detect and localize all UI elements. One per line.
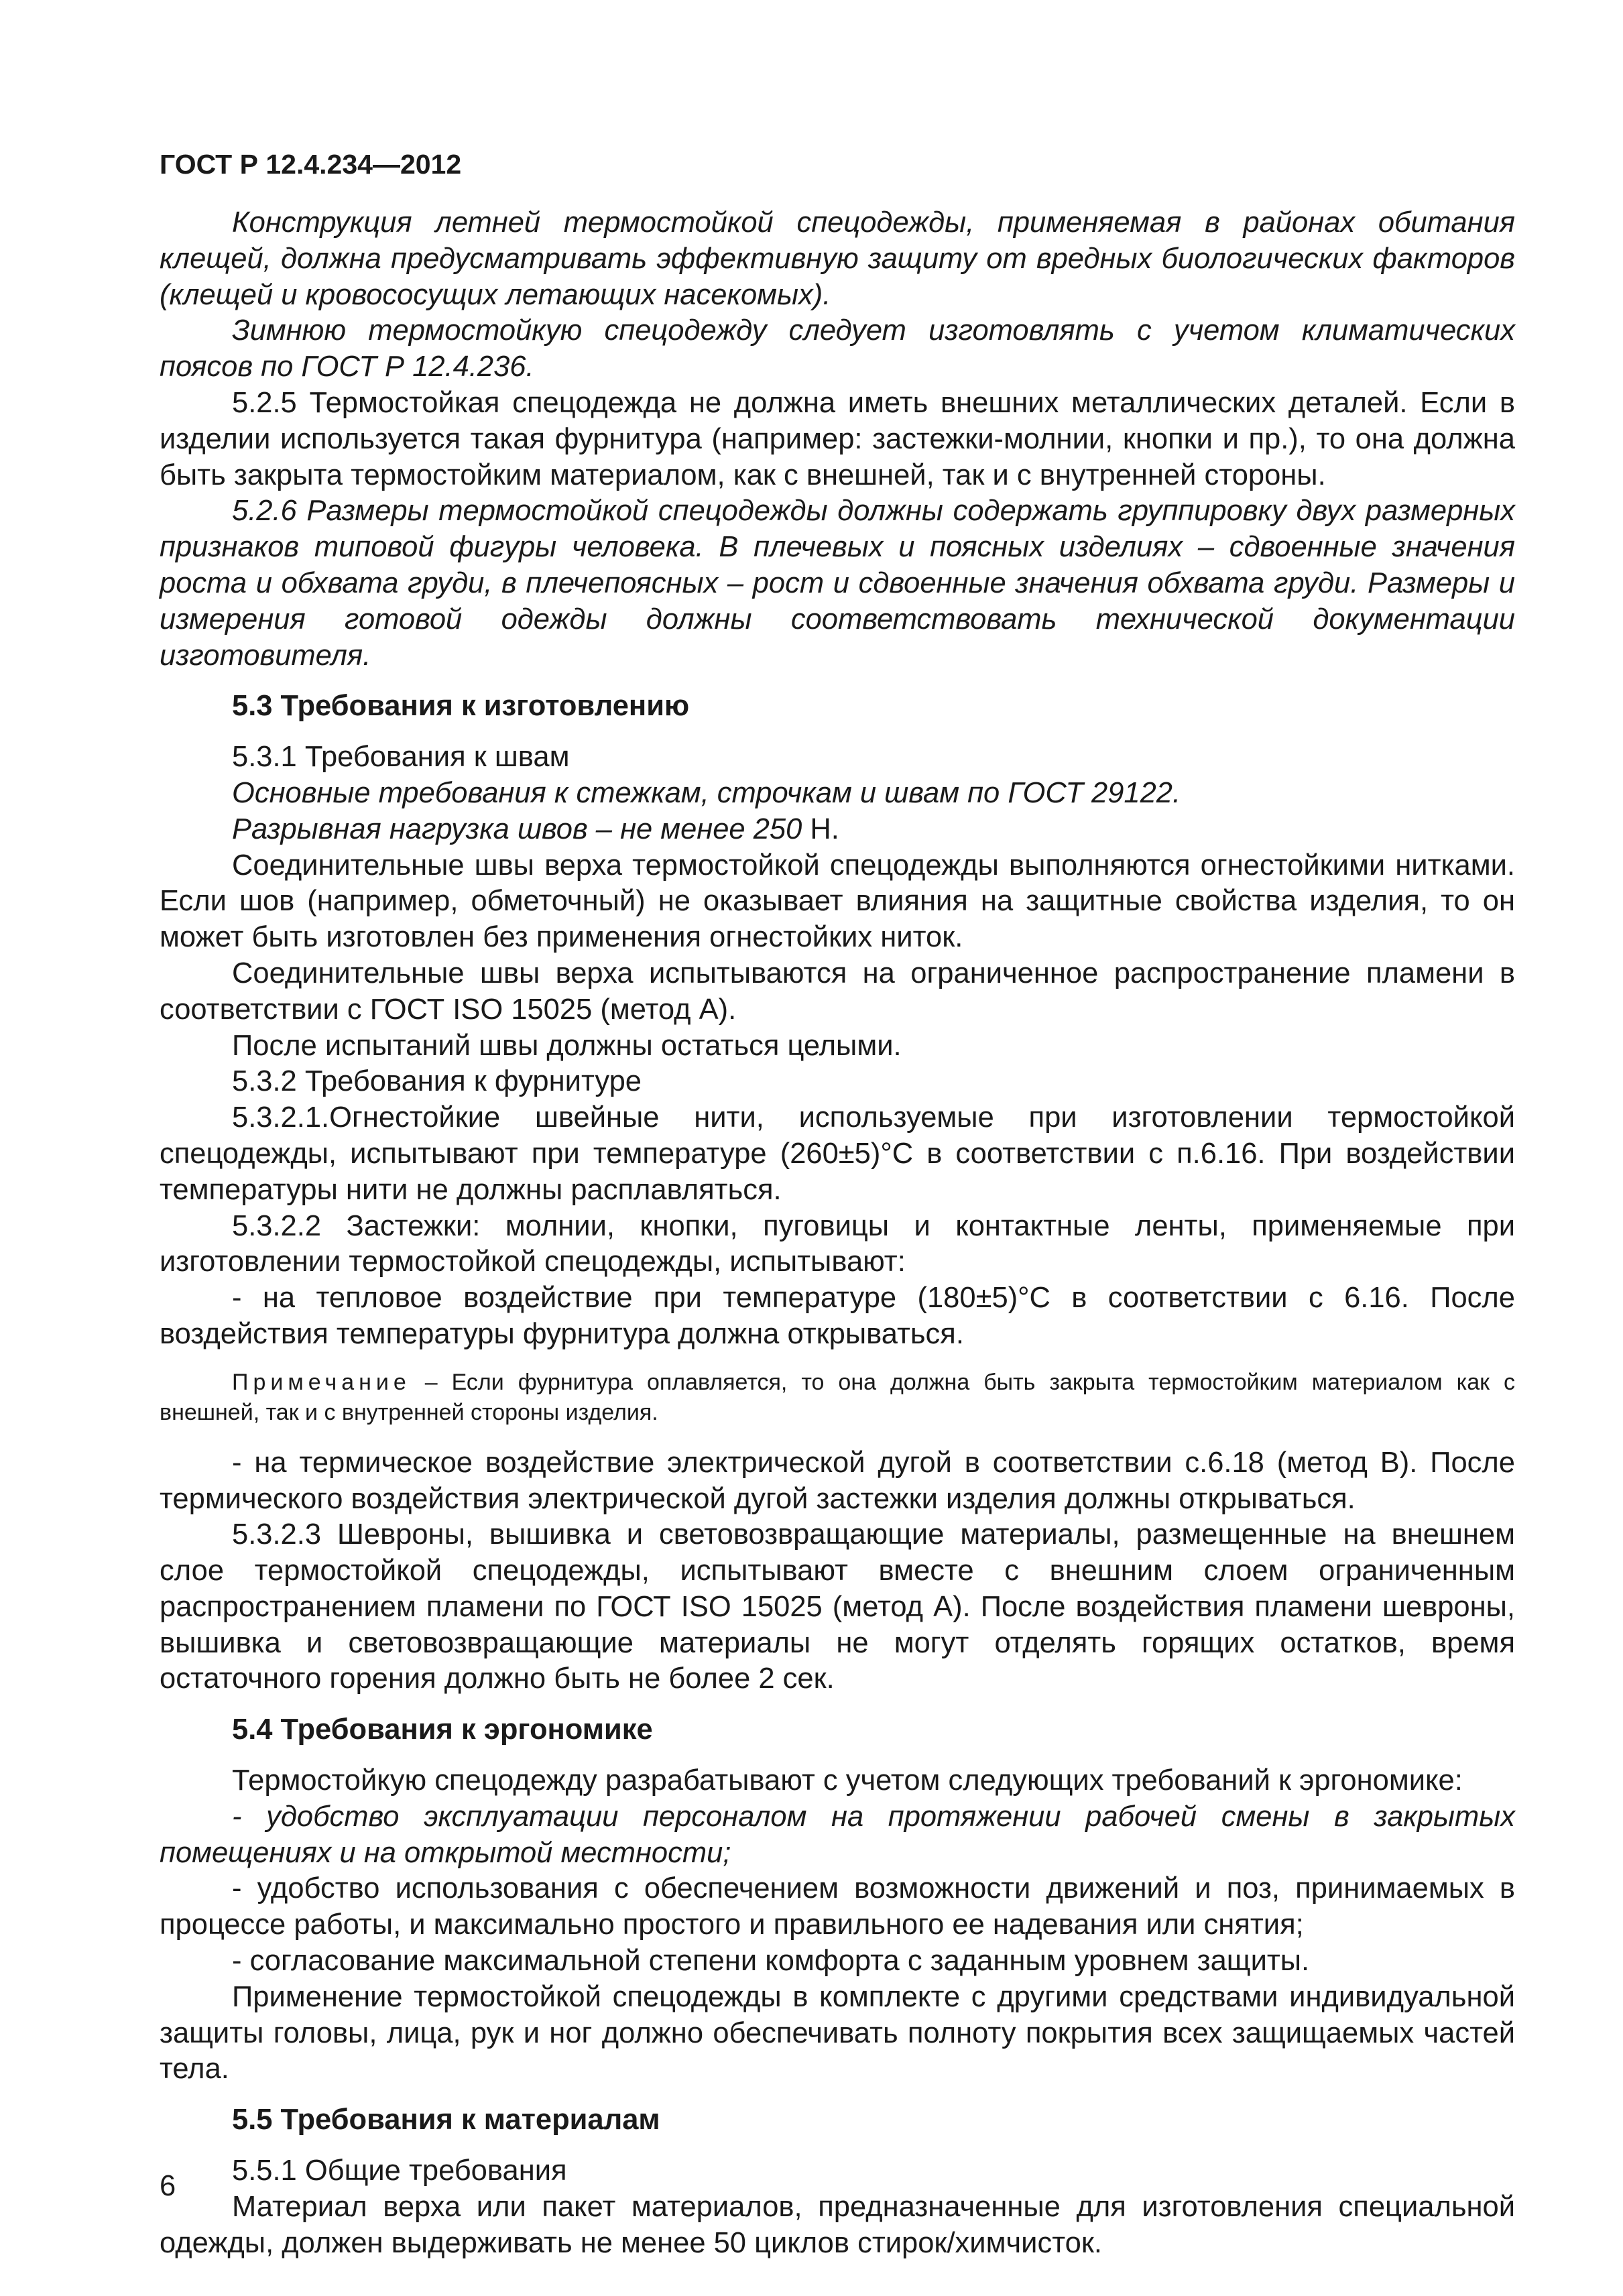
paragraph-5-3-2-3: 5.3.2.3 Шевроны, вышивка и световозвращающие материалы, размещенные на внешнем слое термостойкой спецодежды, испытывают вместе с внешним слоем ограниченным распространением пламени по ГОСТ ISO 15025 (метод А). После воздействия пламени шевроны, вышивка и световозвращающие материалы не могут отделять горящих остатков, время остаточного горения должно быть не более 2 сек.: [160, 1518, 1515, 1695]
section-heading-5-5: 5.5 Требования к материалам: [232, 2104, 660, 2136]
paragraph-seam-flame-test: Соединительные швы верха испытываются на ограниченное распространение пламени в соответствии с ГОСТ ISO 15025 (метод А).: [160, 957, 1515, 1026]
paragraph-5-5-1: 5.5.1 Общие требования: [232, 2155, 567, 2187]
paragraph-seam-load: [160, 812, 1515, 848]
paragraph-seam-requirements: Основные требования к стежкам, строчкам и швам по ГОСТ 29122.: [232, 776, 1181, 809]
seam-load-unit: Н.: [802, 812, 839, 845]
document-header: ГОСТ Р 12.4.234—2012: [160, 149, 462, 180]
paragraph-5-2-5: 5.2.5 Термостойкая спецодежда не должна иметь внешних металлических деталей. Если в изделии используется такая фурнитура (например: застежки-молнии, кнопки и пр.), то она должна быть закрыта термостойким материалом, как с внешней, так и с внутренней стороны.: [160, 386, 1515, 491]
paragraph-summer-ticks: Конструкция летней термостойкой спецодежды, применяемая в районах обитания клещей, должна предусматривать эффективную защиту от вредных биологических факторов (клещей и кровососущих летающих насекомых).: [160, 206, 1515, 311]
paragraph-5-2-6: 5.2.6 Размеры термостойкой спецодежды должны содержать группировку двух размерных признаков типовой фигуры человека. В плечевых и поясных изделиях – сдвоенные значения роста и обхвата груди, в плечепоясных – рост и сдвоенные значения обхвата груди. Размеры и измерения готовой одежды должны соответствовать технической документации изготовителя.: [160, 495, 1515, 672]
section-heading-5-4: 5.4 Требования к эргономике: [232, 1713, 653, 1746]
paragraph-ergonomics-intro: Термостойкую спецодежду разрабатывают с учетом следующих требований к эргономике:: [232, 1764, 1463, 1797]
document-page: [160, 147, 1515, 2259]
paragraph-ergonomics-item-1: - удобство эксплуатации персоналом на протяжении рабочей смены в закрытых помещениях и на открытой местности;: [160, 1800, 1515, 1869]
note: [160, 1368, 1515, 1428]
paragraph-5-3-1: 5.3.1 Требования к швам: [232, 741, 570, 774]
paragraph-material-washing: Материал верха или пакет материалов, предназначенные для изготовления специальной одежды, должен выдерживать не менее 50 циклов стирок/химчисток.: [160, 2190, 1515, 2259]
section-heading-5-3: 5.3 Требования к изготовлению: [232, 690, 690, 723]
paragraph-5-3-2: 5.3.2 Требования к фурнитуре: [232, 1065, 642, 1098]
paragraph-ergonomics-item-2: - удобство использования с обеспечением возможности движений и поз, принимаемых в процессе работы, и максимально простого и правильного ее надевания или снятия;: [160, 1872, 1515, 1941]
note-label: Примечание: [232, 1369, 411, 1395]
paragraph-5-3-2-2: 5.3.2.2 Застежки: молнии, кнопки, пуговицы и контактные ленты, применяемые при изготовлении термостойкой спецодежды, испытывают:: [160, 1209, 1515, 1278]
paragraph-electric-arc: - на термическое воздействие электрической дугой в соответствии с.6.18 (метод В). После термического воздействия электрической дугой застежки изделия должны открываться.: [160, 1446, 1515, 1515]
page-number: 6: [160, 2170, 176, 2202]
seam-load-text: Разрывная нагрузка швов – не менее 250: [232, 812, 802, 845]
note-text: – Если фурнитура оплавляется, то она должна быть закрыта термостойким материалом как с внешней, так и с внутренней стороны изделия.: [160, 1369, 1515, 1425]
paragraph-complete-set: Применение термостойкой спецодежды в комплекте с другими средствами индивидуальной защиты головы, лица, рук и ног должно обеспечивать полноту покрытия всех защищаемых частей тела.: [160, 1980, 1515, 2086]
paragraph-connecting-seams: Соединительные швы верха термостойкой спецодежды выполняются огнестойкими нитками. Если шов (например, обметочный) не оказывает влияния на защитные свойства изделия, то он может быть изготовлен без применения огнестойких ниток.: [160, 849, 1515, 954]
paragraph-thermal-exposure: - на тепловое воздействие при температуре (180±5)°С в соответствии с 6.16. После воздействия температуры фурнитура должна открываться.: [160, 1282, 1515, 1350]
paragraph-winter-clothing: Зимнюю термостойкую спецодежду следует изготовлять с учетом климатических поясов по ГОСТ Р 12.4.236.: [160, 314, 1515, 383]
paragraph-5-3-2-1: 5.3.2.1.Огнестойкие швейные нити, используемые при изготовлении термостойкой спецодежды, испытывают при температуре (260±5)°С в соответствии с п.6.16. При воздействии температуры нити не должны расплавляться.: [160, 1101, 1515, 1206]
paragraph-seam-intact: После испытаний швы должны остаться целыми.: [232, 1029, 902, 1062]
paragraph-ergonomics-item-3: - согласование максимальной степени комфорта с заданным уровнем защиты.: [232, 1945, 1310, 1978]
